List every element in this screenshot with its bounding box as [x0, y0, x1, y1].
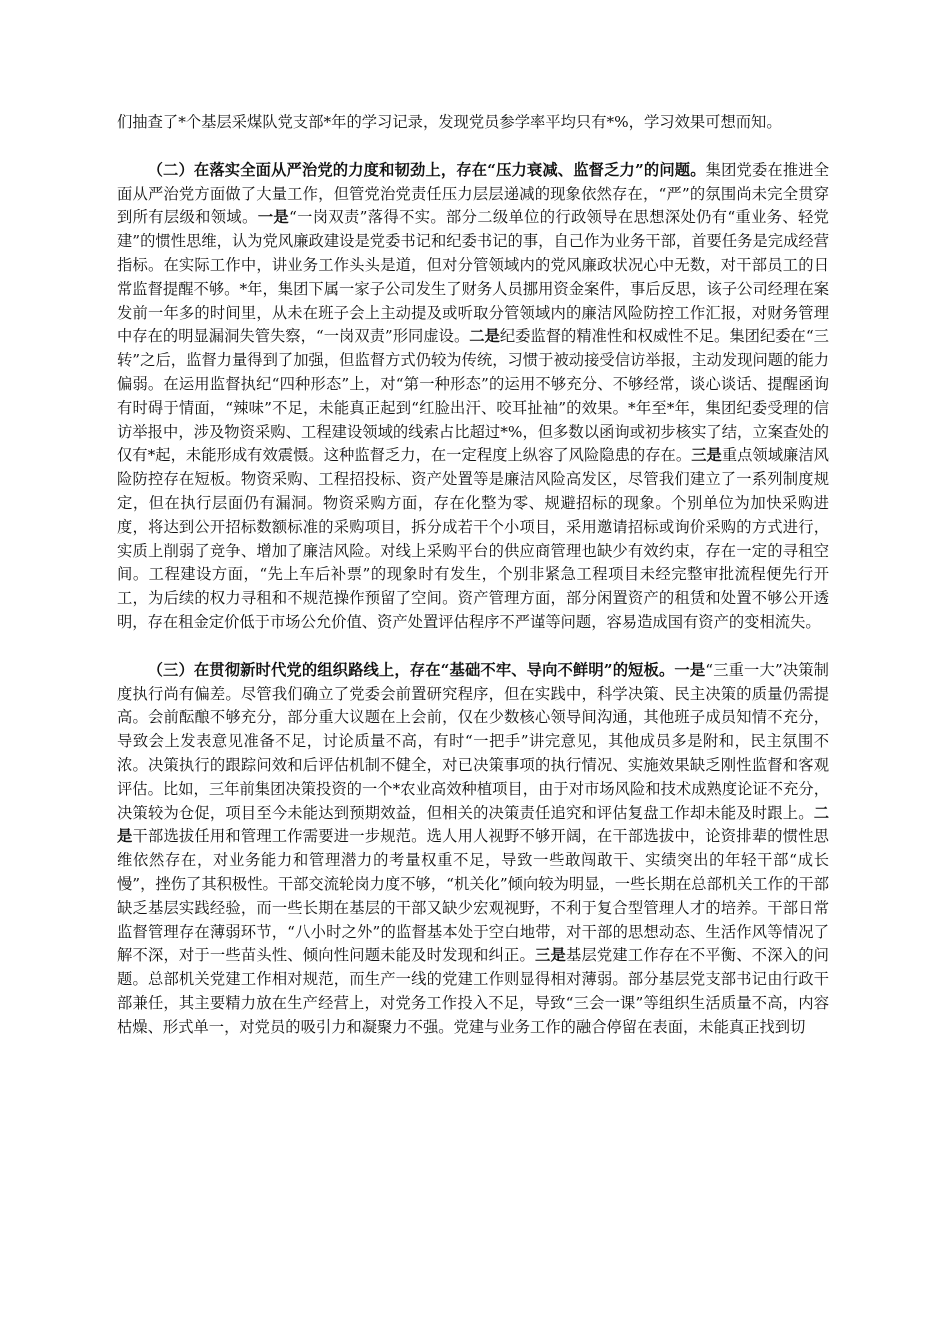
point-text: “一岗双责”落得不实。部分二级单位的行政领导在思想深处仍有“重业务、轻党建”的惯性思维，认为党风廉政建设是党委书记和纪委书记的事，自己作为业务干部，首要任务是完成经营指标。在实际工作中，讲业务工作头头是道，但对分管领域内的党风廉政状况心中无数，对干部员工的日常监督提醒不够。*年，集团下属一家子公司发生了财务人员挪用资金案件，事后反思，该子公司经理在案发前一年多的时间里，从未在班子会上主动提及或听取分管领域内的廉洁风险防控工作汇报，对财务管理中存在的明显漏洞失管失察，“一岗双责”形同虚设。: [117, 208, 829, 346]
point-marker: 二是: [469, 327, 500, 346]
point-text: 基层党建工作存在不平衡、不深入的问题。总部机关党建工作相对规范，而生产一线的党建工作则显得相对薄弱。部分基层党支部书记由行政干部兼任，其主要精力放在生产经营上，对党务工作投入不足，导致“三会一课”等组织生活质量不高，内容枯燥、形式单一，对党员的吸引力和凝聚力不强。党建与业务工作的融合停留在表面，未能真正找到切: [117, 946, 829, 1036]
point-text: 重点领域廉洁风险防控存在短板。物资采购、工程招投标、资产处置等是廉洁风险高发区，尽管我们建立了一系列制度规定，但在执行层面仍有漏洞。物资采购方面，存在化整为零、规避招标的现象。个别单位为加快采购进度，将达到公开招标数额标准的采购项目，拆分成若干个小项目，采用邀请招标或询价采购的方式进行，实质上削弱了竞争、增加了廉洁风险。对线上采购平台的供应商管理也缺少有效约束，存在一定的寻租空间。工程建设方面，“先上车后补票”的现象时有发生，个别非紧急工程项目未经完整审批流程便先行开工，为后续的权力寻租和不规范操作预留了空间。资产管理方面，部分闲置资产的租赁和处置不够公开透明，存在租金定价低于市场公允价值、资产处置评估程序不严谨等问题，容易造成国有资产的变相流失。: [117, 446, 829, 631]
section-2-paragraph: [117, 159, 829, 635]
section-3-heading: （三）在贯彻新时代党的组织路线上，存在“基础不牢、导向不鲜明”的短板。: [147, 660, 675, 679]
section-2-intro: 集团党委在推进全面从严治党方面做了大量工作，但管党治党责任压力层层递减的现象依然存在，“严”的氛围尚未完全贯穿到所有层级和领域。: [117, 160, 829, 227]
point-marker: 一是: [674, 660, 706, 679]
point-marker: 一是: [257, 208, 289, 227]
point-marker: 二是: [117, 803, 829, 846]
section-2-heading: （二）在落实全面从严治党的力度和韧劲上，存在“压力衰减、监督乏力”的问题。: [147, 160, 706, 179]
point-marker: 三是: [535, 946, 566, 965]
paragraph-continuation: 们抽查了*个基层采煤队党支部*年的学习记录，发现党员参学率平均只有*%，学习效果可想而知。: [117, 113, 782, 131]
point-text: 纪委监督的精准性和权威性不足。集团纪委在“三转”之后，监督力量得到了加强，但监督方式仍较为传统，习惯于被动接受信访举报，主动发现问题的能力偏弱。在运用监督执纪“四种形态”上，对“第一种形态”的运用不够充分、不够经常，谈心谈话、提醒函询有时碍于情面，“辣味”不足，未能真正起到“红脸出汗、咬耳扯袖”的效果。*年至*年，集团纪委受理的信访举报中，涉及物资采购、工程建设领域的线索占比超过*%，但多数以函询或初步核实了结，立案查处的仅有*起，未能形成有效震慑。这种监督乏力，在一定程度上纵容了风险隐患的存在。: [117, 327, 829, 465]
section-3-paragraph: [117, 659, 829, 1040]
document-page: [117, 111, 829, 1063]
point-text: 干部选拔任用和管理工作需要进一步规范。选人用人视野不够开阔，在干部选拔中，论资排辈的惯性思维依然存在，对业务能力和管理潜力的考量权重不足，导致一些敢闯敢干、实绩突出的年轻干部“成长慢”，挫伤了其积极性。干部交流轮岗力度不够，“机关化”倾向较为明显，一些长期在总部机关工作的干部缺乏基层实践经验，而一些长期在基层的干部又缺少宏观视野，不利于复合型管理人才的培养。干部日常监督管理存在薄弱环节，“八小时之外”的监督基本处于空白地带，对干部的思想动态、生活作风等情况了解不深，对于一些苗头性、倾向性问题未能及时发现和纠正。: [117, 827, 829, 965]
point-text: “三重一大”决策制度执行尚有偏差。尽管我们确立了党委会前置研究程序，但在实践中，科学决策、民主决策的质量仍需提高。会前酝酿不够充分，部分重大议题在上会前，仅在少数核心领导间沟通，其他班子成员知情不充分，导致会上发表意见准备不足，讨论质量不高，有时“一把手”讲完意见，其他成员多是附和，民主氛围不浓。决策执行的跟踪问效和后评估机制不健全，对已决策事项的执行情况、实施效果缺乏刚性监督和客观评估。比如，三年前集团决策投资的一个*农业高效种植项目，由于对市场风险和技术成熟度论证不充分，决策较为仓促，项目至今未能达到预期效益，但相关的决策责任追究和评估复盘工作却未能及时跟上。: [117, 660, 829, 822]
point-marker: 三是: [691, 446, 722, 465]
